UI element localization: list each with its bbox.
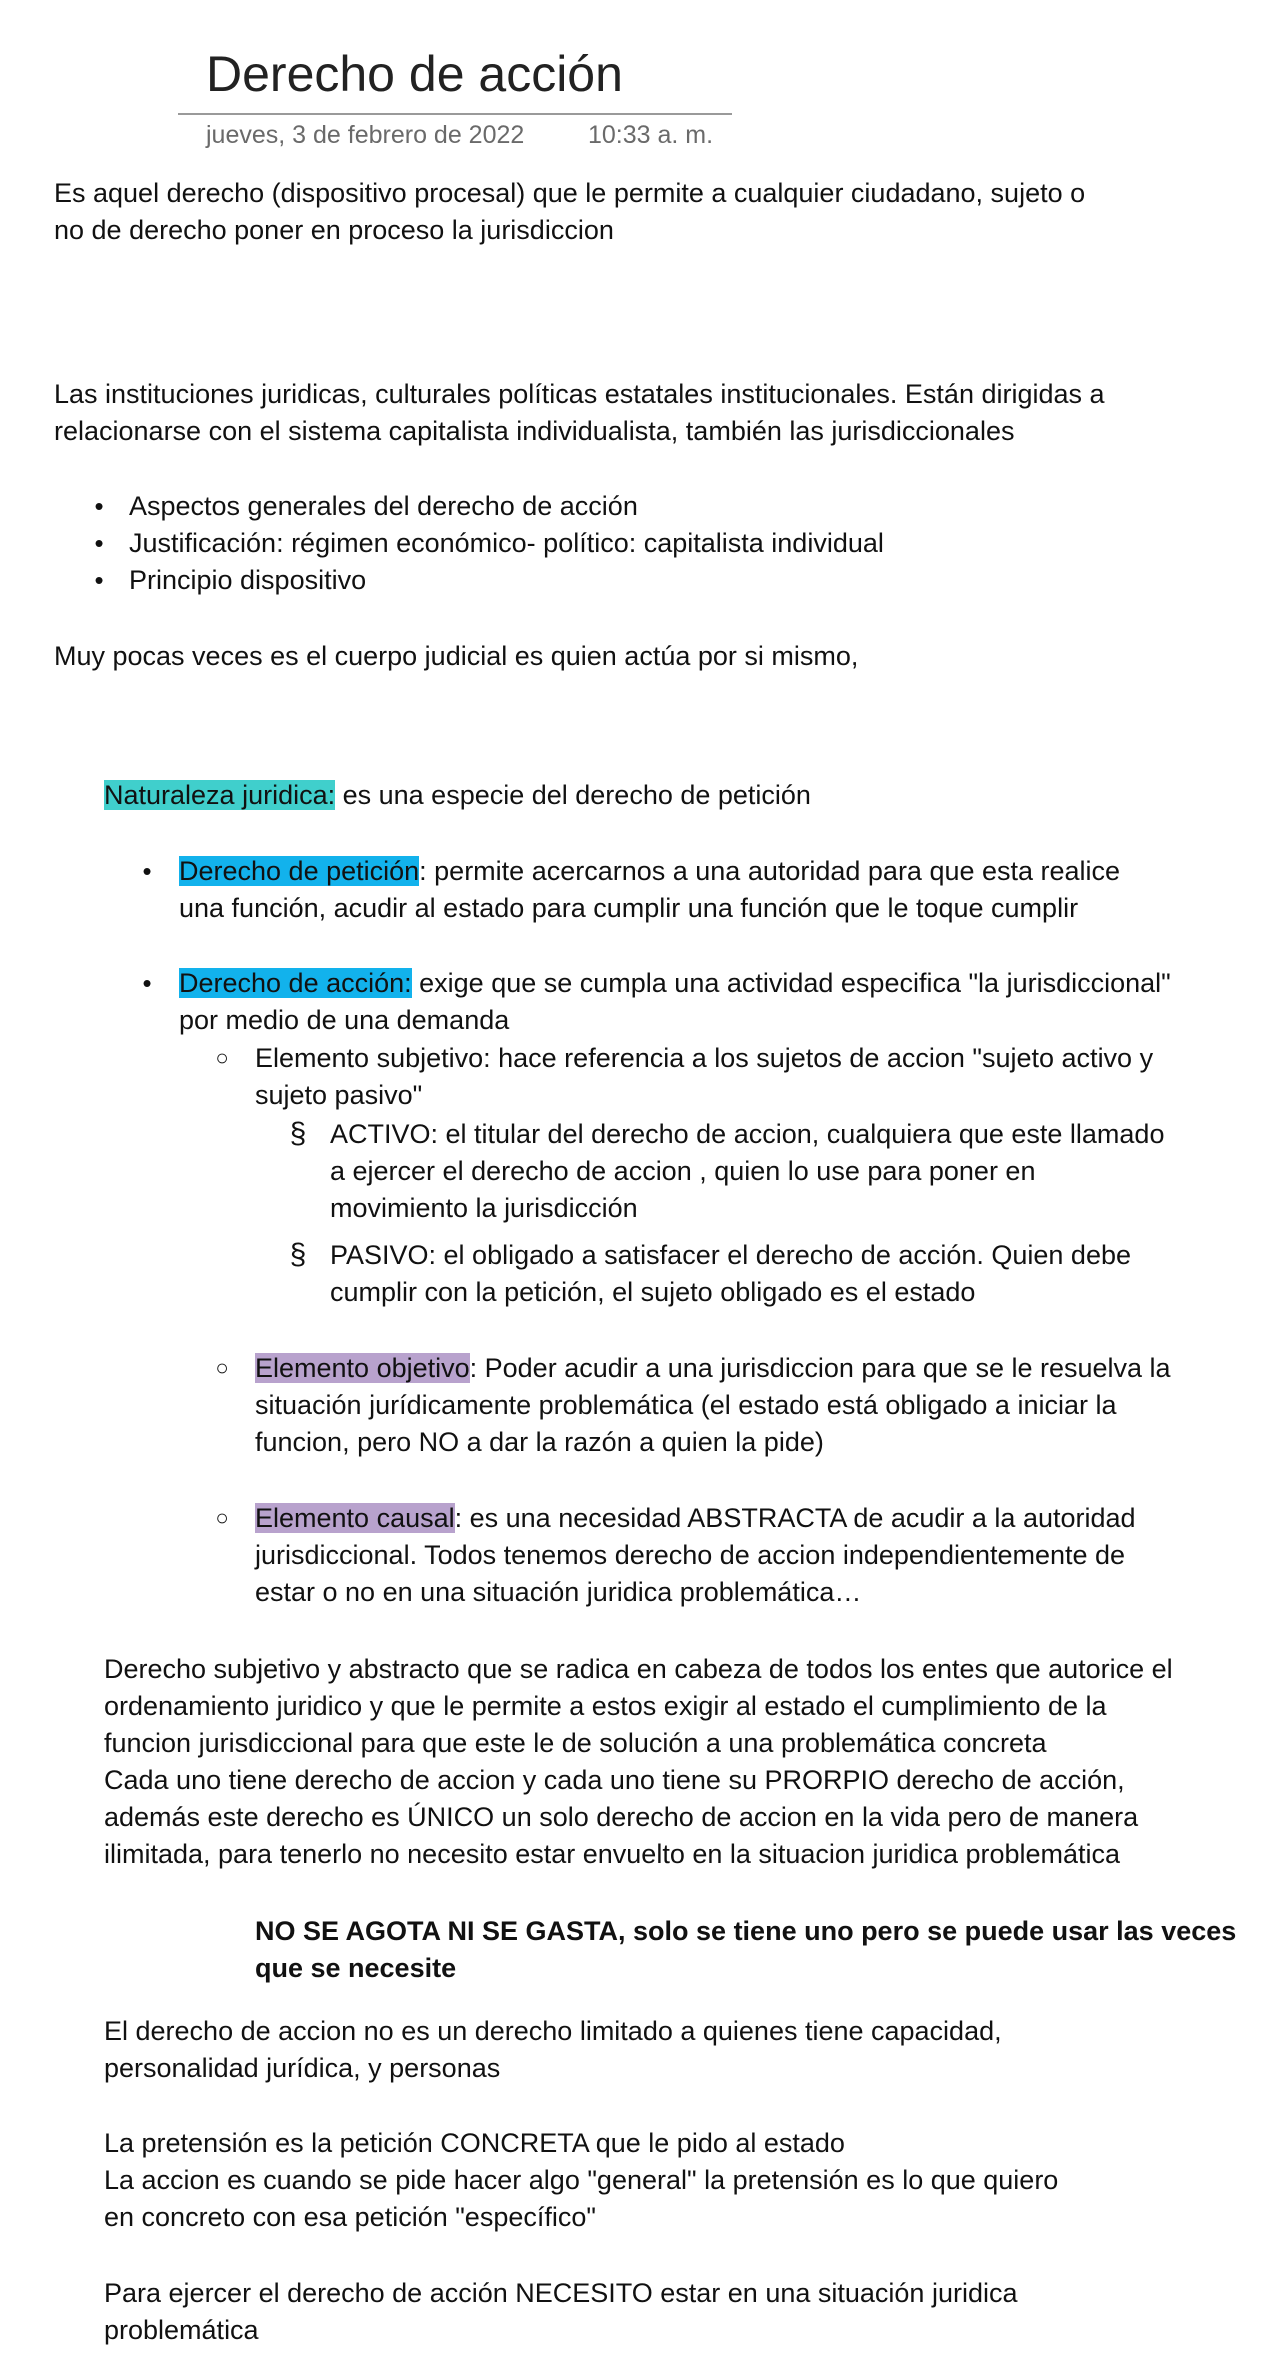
institutions-line: Las instituciones juridicas, culturales políticas estatales institucionales. Están dirigidas a <box>54 379 1105 409</box>
bullet-circle-icon: ○ <box>215 1505 229 1530</box>
accion-line: Derecho de acción: exige que se cumpla una actividad especifica "la jurisdiccional" <box>179 968 1171 998</box>
naturaleza-text: es una especie del derecho de petición <box>335 780 811 810</box>
peticion-line: Derecho de petición: permite acercarnos a una autoridad para que esta realice <box>179 856 1121 886</box>
necesito-line: Para ejercer el derecho de acción NECESITO estar en una situación juridica <box>104 2278 1018 2308</box>
institutions-line: relacionarse con el sistema capitalista individualista, también las jurisdiccionales <box>54 416 1015 446</box>
objetivo-line: funcion, pero NO a dar la razón a quien la pide) <box>255 1427 824 1457</box>
activo-line: movimiento la jurisdicción <box>330 1193 638 1223</box>
accion-highlight: Derecho de acción: <box>179 968 412 998</box>
pretension-line: La pretensión es la petición CONCRETA que le pido al estado <box>104 2128 845 2158</box>
abstracto-line: ilimitada, para tenerlo no necesito estar envuelto en la situacion juridica problemática <box>104 1839 1121 1869</box>
list-item: Principio dispositivo <box>129 565 367 595</box>
peticion-highlight: Derecho de petición <box>179 856 420 886</box>
causal-highlight: Elemento causal <box>255 1503 455 1533</box>
intro-line: no de derecho poner en proceso la jurisdiccion <box>54 215 614 245</box>
bullet-disc-icon: • <box>142 856 152 886</box>
abstracto-line: además este derecho es ÚNICO un solo derecho de accion en la vida pero de manera <box>104 1802 1139 1832</box>
bullet-disc-icon: • <box>94 565 104 595</box>
pretension-line: en concreto con esa petición "específico" <box>104 2202 596 2232</box>
bullet-section-icon: § <box>289 1117 307 1150</box>
list-item: Aspectos generales del derecho de acción <box>129 491 638 521</box>
abstracto-line: ordenamiento juridico y que le permite a estos exigir al estado el cumplimiento de la <box>104 1691 1107 1721</box>
causal-line: jurisdiccional. Todos tenemos derecho de accion independientemente de <box>255 1540 1126 1570</box>
necesito-line: problemática <box>104 2315 259 2345</box>
bullet-section-icon: § <box>289 1238 307 1271</box>
accion-line: por medio de una demanda <box>179 1005 510 1035</box>
no-se-agota-line: NO SE AGOTA NI SE GASTA, solo se tiene uno pero se puede usar las veces <box>255 1916 1237 1946</box>
abstracto-line: Cada uno tiene derecho de accion y cada uno tiene su PRORPIO derecho de acción, <box>104 1765 1125 1795</box>
abstracto-line: Derecho subjetivo y abstracto que se radica en cabeza de todos los entes que autorice el <box>104 1654 1173 1684</box>
page-date: jueves, 3 de febrero de 2022 <box>206 121 525 149</box>
cuerpo-judicial-text: Muy pocas veces es el cuerpo judicial es quien actúa por si mismo, <box>54 641 859 671</box>
objetivo-line: Elemento objetivo: Poder acudir a una jurisdiccion para que se le resuelva la <box>255 1353 1171 1383</box>
intro-line: Es aquel derecho (dispositivo procesal) que le permite a cualquier ciudadano, sujeto o <box>54 178 1086 208</box>
no-limitado-line: El derecho de accion no es un derecho limitado a quienes tiene capacidad, <box>104 2016 1002 2046</box>
abstracto-line: funcion jurisdiccional para que este le de solución a una problemática concreta <box>104 1728 1047 1758</box>
pretension-line: La accion es cuando se pide hacer algo "general" la pretensión es lo que quiero <box>104 2165 1059 2195</box>
objetivo-highlight: Elemento objetivo <box>255 1353 470 1383</box>
pasivo-line: PASIVO: el obligado a satisfacer el derecho de acción. Quien debe <box>330 1240 1131 1270</box>
bullet-disc-icon: • <box>142 968 152 998</box>
causal-line: estar o no en una situación juridica problemática… <box>255 1577 862 1607</box>
subjetivo-line: sujeto pasivo" <box>255 1080 423 1110</box>
activo-line: a ejercer el derecho de accion , quien lo use para poner en <box>330 1156 1036 1186</box>
list-item: Justificación: régimen económico- político: capitalista individual <box>129 528 884 558</box>
bullet-disc-icon: • <box>94 491 104 521</box>
bullet-circle-icon: ○ <box>215 1355 229 1380</box>
objetivo-line: situación jurídicamente problemática (el estado está obligado a iniciar la <box>255 1390 1117 1420</box>
peticion-line: una función, acudir al estado para cumplir una función que le toque cumplir <box>179 893 1079 923</box>
naturaleza-line <box>104 776 811 814</box>
no-limitado-line: personalidad jurídica, y personas <box>104 2053 501 2083</box>
bullet-circle-icon: ○ <box>215 1045 229 1070</box>
bullet-disc-icon: • <box>94 528 104 558</box>
naturaleza-highlight: Naturaleza juridica: <box>104 780 336 810</box>
pasivo-line: cumplir con la petición, el sujeto obligado es el estado <box>330 1277 976 1307</box>
page-time: 10:33 a. m. <box>588 121 714 149</box>
subjetivo-line: Elemento subjetivo: hace referencia a los sujetos de accion "sujeto activo y <box>255 1043 1154 1073</box>
no-se-agota-line: que se necesite <box>255 1953 457 1983</box>
title-divider <box>178 113 732 115</box>
causal-line: Elemento causal: es una necesidad ABSTRACTA de acudir a la autoridad <box>255 1503 1136 1533</box>
page-title[interactable]: Derecho de acción <box>206 46 623 102</box>
activo-line: ACTIVO: el titular del derecho de accion, cualquiera que este llamado <box>330 1119 1165 1149</box>
